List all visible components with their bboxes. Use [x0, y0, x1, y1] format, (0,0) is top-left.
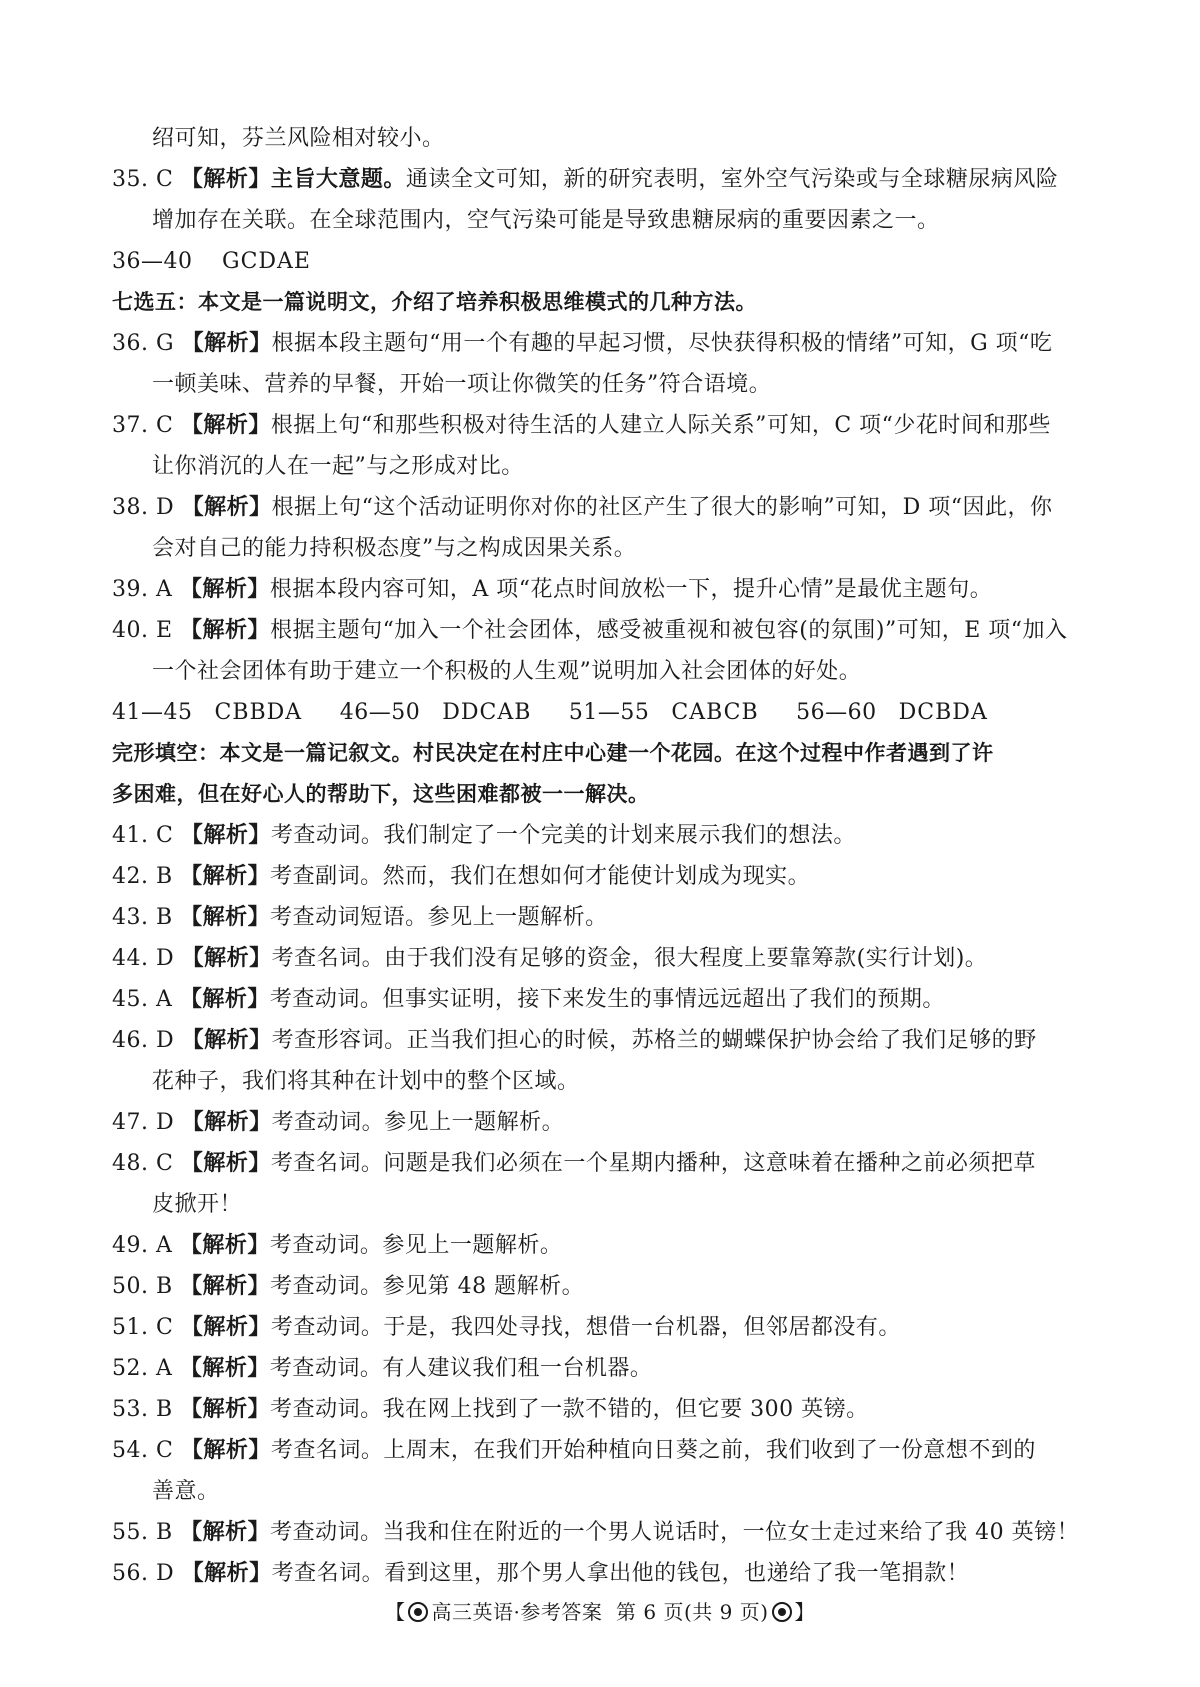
- item-number: 41. C: [112, 823, 174, 848]
- text-line: [112, 1061, 1102, 1102]
- answer-item-43: [112, 897, 1102, 938]
- analysis-tag: 【解析】: [181, 331, 272, 356]
- answer-item-42: [112, 856, 1102, 897]
- text-line: [112, 1471, 1102, 1512]
- explanation-text: 考查名词。问题是我们必须在一个星期内播种，这意味着在播种之前必须把草: [270, 1151, 1036, 1176]
- continuation-text: 花种子，我们将其种在计划中的整个区域。: [152, 1069, 580, 1094]
- text-line: [112, 446, 1102, 487]
- item-number: 55. B: [112, 1520, 173, 1545]
- analysis-tag: 【解析】: [180, 1151, 271, 1176]
- answer-item-47: [112, 1102, 1102, 1143]
- explanation-text: 通读全文可知，新的研究表明，室外空气污染或与全球糖尿病风险: [405, 167, 1059, 192]
- answer-item-50: [112, 1266, 1102, 1307]
- text-line: [112, 1184, 1102, 1225]
- explanation-text: 考查形容词。正当我们担心的时候，苏格兰的蝴蝶保护协会给了我们足够的野: [271, 1028, 1037, 1053]
- footer-bracket-close: 】: [794, 1600, 816, 1624]
- text-line: [112, 651, 1102, 692]
- analysis-tag: 【解析】: [181, 946, 272, 971]
- answer-item-45: [112, 979, 1102, 1020]
- answer-item-46: [112, 1020, 1102, 1061]
- section-heading: 完形填空：本文是一篇记叙文。村民决定在村庄中心建一个花园。在这个过程中作者遇到了许: [112, 741, 994, 765]
- explanation-text: 根据本段内容可知，A 项“花点时间放松一下，提升心情”是最优主题句。: [269, 577, 993, 602]
- section-heading-cont: 多困难，但在好心人的帮助下，这些困难都被一一解决。: [112, 782, 650, 806]
- analysis-tag: 【解析】: [181, 1110, 272, 1135]
- analysis-tag: 【解析】: [181, 1028, 272, 1053]
- explanation-text: 考查动词。有人建议我们租一台机器。: [269, 1356, 653, 1381]
- circle-logo-icon: [772, 1602, 792, 1622]
- item-number: 54. C: [112, 1438, 174, 1463]
- range-label: 56—60: [796, 700, 877, 725]
- answer-item-49: [112, 1225, 1102, 1266]
- analysis-tag: 【解析】: [180, 864, 271, 889]
- explanation-text: 根据主题句“加入一个社会团体，感受被重视和被包容(的氛围)”可知，E 项“加入: [270, 618, 1068, 643]
- range-keys: CBBDA: [214, 700, 303, 725]
- explanation-text: 考查动词。我们制定了一个完美的计划来展示我们的想法。: [270, 823, 856, 848]
- continuation-text: 善意。: [152, 1479, 220, 1504]
- page-footer: [0, 1597, 1200, 1627]
- answer-item-54: [112, 1430, 1102, 1471]
- analysis-tag: 【解析】: [180, 1274, 271, 1299]
- explanation-text: 考查动词。当我和住在附近的一个男人说话时，一位女士走过来给了我 40 英镑！: [270, 1520, 1080, 1545]
- text-line: [112, 200, 1102, 241]
- analysis-tag: 【解析】: [179, 577, 270, 602]
- answer-item-51: [112, 1307, 1102, 1348]
- item-number: 35. C: [112, 167, 174, 192]
- item-number: 49. A: [112, 1233, 173, 1258]
- explanation-text: 根据本段主题句“用一个有趣的早起习惯，尽快获得积极的情绪”可知，G 项“吃: [271, 331, 1053, 356]
- item-number: 45. A: [112, 987, 173, 1012]
- item-number: 47. D: [112, 1110, 175, 1135]
- item-number: 51. C: [112, 1315, 174, 1340]
- item-number: 53. B: [112, 1397, 173, 1422]
- analysis-tag: 【解析】: [180, 1520, 271, 1545]
- answer-ranges: [112, 692, 1102, 733]
- answer-item-40: [112, 610, 1102, 651]
- answer-item-37: [112, 405, 1102, 446]
- answer-item-41: [112, 815, 1102, 856]
- analysis-tag: 【解析】: [180, 1438, 271, 1463]
- range-keys: DDCAB: [442, 700, 532, 725]
- range-keys: GCDAE: [222, 249, 311, 274]
- analysis-tag: 【解析】: [179, 1356, 270, 1381]
- answer-item-53: [112, 1389, 1102, 1430]
- text-line: [112, 528, 1102, 569]
- explanation-text: 考查动词。于是，我四处寻找，想借一台机器，但邻居都没有。: [270, 1315, 901, 1340]
- answer-item-39: [112, 569, 1102, 610]
- range-label: 46—50: [339, 700, 421, 725]
- item-number: 37. C: [112, 413, 174, 438]
- explanation-text: 考查副词。然而，我们在想如何才能使计划成为现实。: [270, 864, 811, 889]
- range-label: 41—45: [112, 700, 193, 725]
- answer-item-36: [112, 323, 1102, 364]
- analysis-tag: 【解析】: [180, 905, 271, 930]
- continuation-text: 一顿美味、营养的早餐，开始一项让你微笑的任务”符合语境。: [152, 372, 772, 397]
- answer-item-38: [112, 487, 1102, 528]
- item-number: 42. B: [112, 864, 173, 889]
- explanation-text: 考查动词。但事实证明，接下来发生的事情远远超出了我们的预期。: [269, 987, 945, 1012]
- analysis-tag: 【解析】: [180, 823, 271, 848]
- footer-bracket-open: 【: [384, 1600, 406, 1624]
- footer-title: 高三英语·参考答案: [431, 1600, 603, 1624]
- range-keys: CABCB: [671, 700, 759, 725]
- answer-item-44: [112, 938, 1102, 979]
- item-number: 52. A: [112, 1356, 173, 1381]
- analysis-tag: 【解析】: [179, 1233, 270, 1258]
- analysis-tag: 【解析】: [180, 413, 271, 438]
- item-number: 56. D: [112, 1561, 175, 1586]
- explanation-text: 根据上句“这个活动证明你对你的社区产生了很大的影响”可知，D 项“因此，你: [271, 495, 1053, 520]
- answer-item-56: [112, 1553, 1102, 1594]
- explanation-text: 考查名词。看到这里，那个男人拿出他的钱包，也递给了我一笔捐款！: [271, 1561, 970, 1586]
- answer-item-48: [112, 1143, 1102, 1184]
- explanation-text: 考查名词。上周末，在我们开始种植向日葵之前，我们收到了一份意想不到的: [270, 1438, 1036, 1463]
- analysis-tag: 【解析】: [179, 987, 270, 1012]
- item-number: 46. D: [112, 1028, 175, 1053]
- answer-item-55: [112, 1512, 1102, 1553]
- item-number: 44. D: [112, 946, 175, 971]
- item-number: 43. B: [112, 905, 173, 930]
- text-line: [112, 118, 1102, 159]
- item-number: 39. A: [112, 577, 173, 602]
- analysis-tag: 【解析】: [181, 495, 272, 520]
- explanation-text: 考查动词。我在网上找到了一款不错的，但它要 300 英镑。: [270, 1397, 869, 1422]
- continuation-text: 皮掀开！: [152, 1192, 243, 1217]
- explanation-text: 根据上句“和那些积极对待生活的人建立人际关系”可知，C 项“少花时间和那些: [270, 413, 1051, 438]
- explanation-text: 考查名词。由于我们没有足够的资金，很大程度上要靠筹款(实行计划)。: [271, 946, 988, 971]
- range-label: 51—55: [568, 700, 650, 725]
- explanation-text: 考查动词。参见上一题解析。: [271, 1110, 565, 1135]
- explanation-text: 考查动词短语。参见上一题解析。: [270, 905, 608, 930]
- analysis-tag: 【解析】: [180, 167, 271, 192]
- item-number: 36. G: [112, 331, 175, 356]
- explanation-text: 考查动词。参见上一题解析。: [269, 1233, 563, 1258]
- page-number: 第 6 页(共 9 页): [616, 1600, 769, 1624]
- continuation-text: 一个社会团体有助于建立一个积极的人生观”说明加入社会团体的好处。: [152, 659, 862, 684]
- analysis-tag: 【解析】: [180, 1315, 271, 1340]
- item-number: 40. E: [112, 618, 173, 643]
- section-heading: 七选五：本文是一篇说明文，介绍了培养积极思维模式的几种方法。: [112, 290, 757, 314]
- page-content: [112, 118, 1102, 1594]
- item-number: 50. B: [112, 1274, 173, 1299]
- continuation-text: 增加存在关联。在全球范围内，空气污染可能是导致患糖尿病的重要因素之一。: [152, 208, 940, 233]
- analysis-tag: 【解析】: [180, 618, 271, 643]
- analysis-tag: 【解析】: [181, 1561, 272, 1586]
- answer-item-52: [112, 1348, 1102, 1389]
- continuation-text: 会对自己的能力持积极态度”与之构成因果关系。: [152, 536, 637, 561]
- range-keys: DCBDA: [898, 700, 988, 725]
- range-label: 36—40: [112, 249, 193, 274]
- explanation-type: 主旨大意题。: [270, 167, 406, 192]
- answer-item-35: [112, 159, 1102, 200]
- answer-range: [112, 241, 1102, 282]
- analysis-tag: 【解析】: [180, 1397, 271, 1422]
- text-line: [112, 364, 1102, 405]
- continuation-text: 绍可知，芬兰风险相对较小。: [152, 126, 445, 151]
- continuation-text: 让你消沉的人在一起”与之形成对比。: [152, 454, 524, 479]
- circle-logo-icon: [408, 1602, 428, 1622]
- item-number: 38. D: [112, 495, 175, 520]
- item-number: 48. C: [112, 1151, 174, 1176]
- explanation-text: 考查动词。参见第 48 题解析。: [270, 1274, 585, 1299]
